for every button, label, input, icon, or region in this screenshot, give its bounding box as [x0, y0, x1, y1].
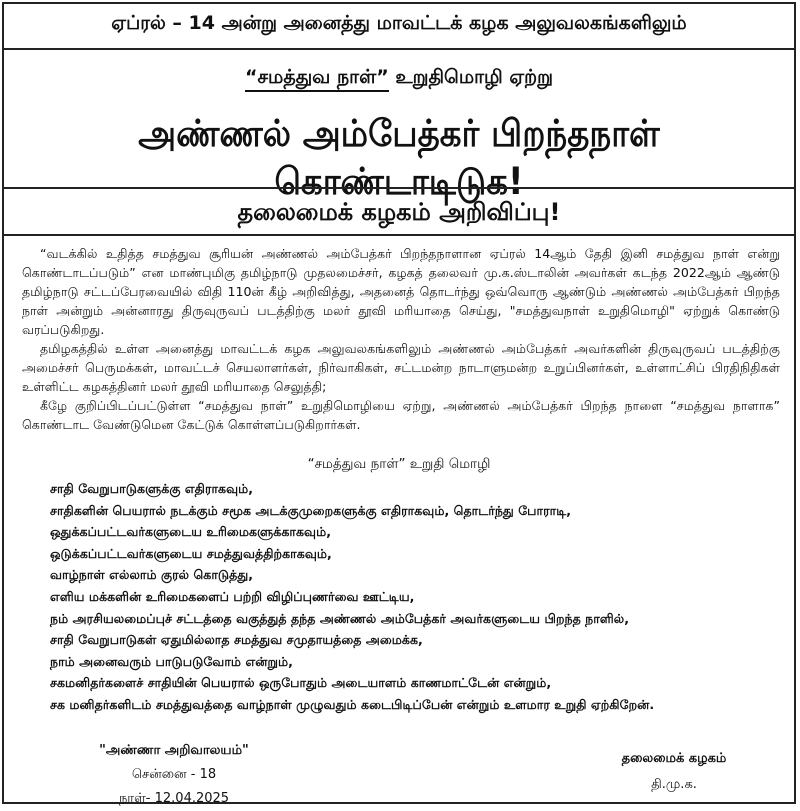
header-line-1: ஏப்ரல் – 14 அன்று அனைத்து மாவட்டக் கழக அலுவலகங்களிலும் [111, 12, 687, 34]
pledge-title: “சமத்துவ நாள்” உறுதி மொழி [307, 456, 491, 472]
announcement-body [22, 244, 780, 434]
notice-frame [2, 2, 796, 804]
pledge-text [50, 478, 780, 716]
pledge-line: சாதிகளின் பெயரால் நடக்கும் சமூக அடக்குமுறைகளுக்கு எதிராகவும், தொடர்ந்து போராடி, [50, 502, 572, 518]
pledge-name: “சமத்துவ நாள்” [245, 66, 389, 92]
paragraph-2: தமிழகத்தில் உள்ள அனைத்து மாவட்டக் கழக அலுவலகங்களிலும் அண்ணல் அம்பேத்கர் அவர்களின் திருவுருவப் படத்திற்கு அமைச்சர் பெருமக்கள், மாவட்டச் செயலாளர்கள், நிர்வாகிகள், சட்டமன்ற நாடாளுமன்ற உறுப்பினர்கள், உள்ளாட்சிப் பிரதிநிதிகள் உள்ளிட்ட கழகத்தினர் மலர் தூவி மரியாதை செலுத்தி; [22, 341, 780, 394]
paragraph-1: “வடக்கில் உதித்த சமத்துவ சூரியன் அண்ணல் அம்பேத்கர் பிறந்தநாளான ஏப்ரல் 14ஆம் தேதி இனி சமத்துவ நாள் என்று கொண்டாடப்படும்” என மாண்புமிகு தமிழ்நாடு முதலமைச்சர், கழகத் தலைவர் மு.க.ஸ்டாலின் அவர்கள் கடந்த 2022ஆம் ஆண்டு தமிழ்நாடு சட்டப்பேரவையில் விதி 110ன் கீழ் அறிவித்து, அதனைத் தொடர்ந்து ஒவ்வொரு ஆண்டும் அண்ணல் அம்பேத்கர் பிறந்த நாள் அன்றும் அன்னாரது திருவுருவப் படத்திற்கு மலர் தூவி மரியாதை செய்து, "சமத்துவநாள் உறுதிமொழி" ஏற்றுக் கொண்டு வரப்படுகிறது. [22, 246, 780, 337]
pledge-line: வாழ்நாள் எல்லாம் குரல் கொடுத்து, [50, 567, 254, 583]
divider [4, 187, 794, 189]
pledge-line: சாதி வேறுபாடுகள் ஏதுமில்லாத சமத்துவ சமுதாயத்தை அமைக்க, [50, 632, 423, 648]
pledge-line: எளிய மக்களின் உரிமைகளைப் பற்றி விழிப்புணர்வை ஊட்டிய, [50, 588, 415, 604]
pledge-line: ஒதுக்கப்பட்டவர்களுடைய உரிமைகளுக்காகவும், [50, 524, 331, 540]
divider [4, 48, 794, 50]
divider [4, 234, 794, 236]
subheadline: தலைமைக் கழகம் அறிவிப்பு! [237, 198, 561, 226]
footer-place-date [74, 739, 274, 811]
pledge-line: நாம் அனைவரும் பாடுபடுவோம் என்றும், [50, 653, 293, 669]
pledge-line: சகமனிதர்களைச் சாதியின் பெயரால் ஒருபோதும் அடையாளம் காணமாட்டேன் என்றும், [50, 675, 552, 691]
header-line-2-rest: உறுதிமொழி ஏற்று [388, 66, 553, 88]
pledge-line: நம் அரசியலமைப்புச் சட்டத்தை வகுத்துத் தந்த அண்ணல் அம்பேத்கர் அவர்களுடைய பிறந்த நாளில், [50, 610, 629, 626]
party-name: தி.மு.க. [651, 777, 697, 792]
signatory-name: தலைமைக் கழகம் [621, 751, 727, 766]
footer-place: "அண்ணா அறிவாலயம்" [99, 743, 249, 758]
footer-signatory [584, 746, 764, 798]
paragraph-3: கீழே குறிப்பிடப்பட்டுள்ள “சமத்துவ நாள்” உறுதிமொழியை ஏற்று, அண்ணல் அம்பேத்கர் பிறந்த நாளை “சமத்துவ நாளாக” கொண்டாட வேண்டுமென கேட்டுக் கொள்ளப்படுகிறார்கள். [22, 398, 781, 432]
pledge-line: ஒடுக்கப்பட்டவர்களுடைய சமத்துவத்திற்காகவும், [50, 545, 332, 561]
pledge-line: சக மனிதர்களிடம் சமத்துவத்தை வாழ்நாள் முழுவதும் கடைபிடிப்பேன் என்றும் உளமார உறுதி ஏற்கிறேன். [50, 696, 655, 712]
footer-date: நாள்- 12.04.2025 [118, 791, 230, 806]
header-line-2 [4, 66, 794, 91]
headline: அண்ணல் அம்பேத்கர் பிறந்தநாள் கொண்டாடிடுக! [138, 112, 660, 203]
footer-city: சென்னை - 18 [131, 767, 217, 782]
pledge-line: சாதி வேறுபாடுகளுக்கு எதிராகவும், [50, 481, 254, 496]
